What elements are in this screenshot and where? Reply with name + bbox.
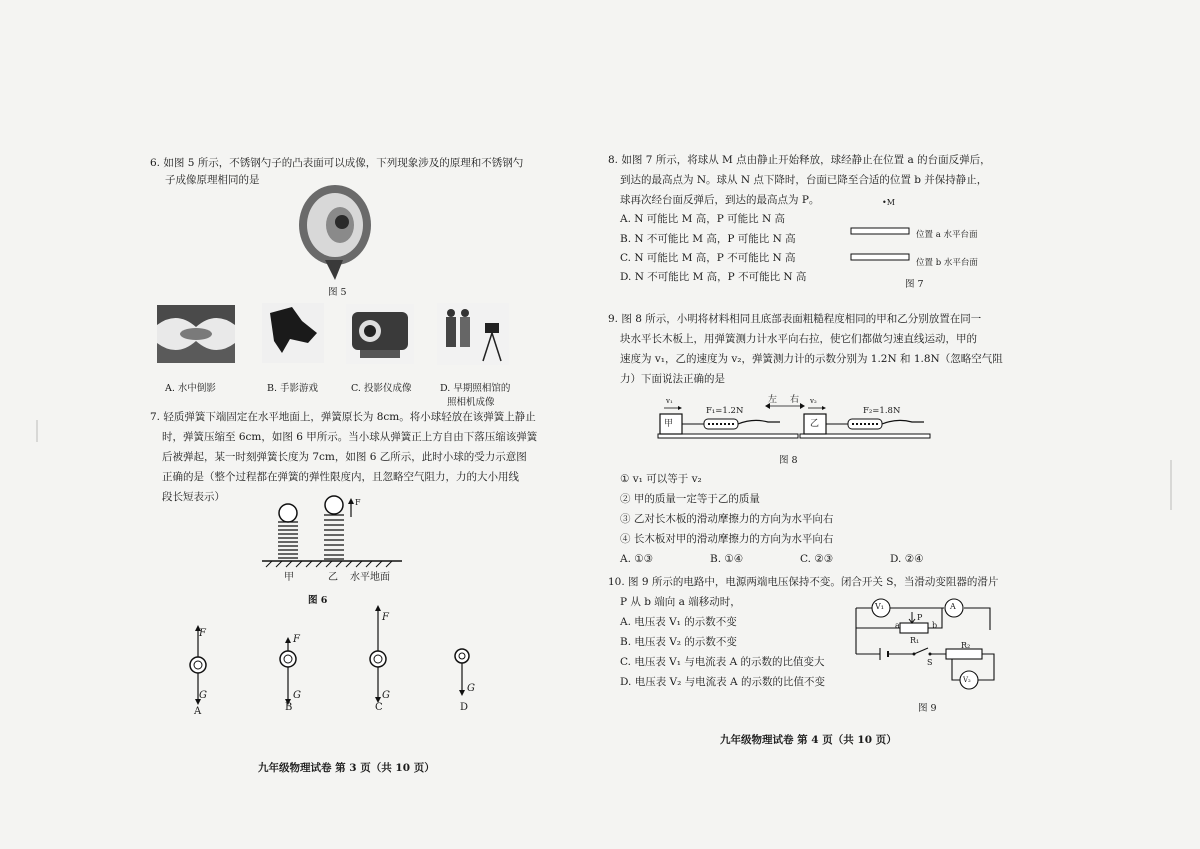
page-3-footer: 九年级物理试卷 第 3 页（共 10 页） xyxy=(258,762,435,774)
q10-option-c: C. 电压表 V₁ 与电流表 A 的示数的比值变大 xyxy=(620,656,825,668)
q7-stem-line2: 时，弹簧压缩至 6cm，如图 6 甲所示。当小球从弹簧正上方自由下落压缩该弹簧 xyxy=(162,431,538,443)
q7-stem-line5: 段长短表示） xyxy=(162,491,225,503)
q8-option-b: B. N 不可能比 M 高，P 可能比 N 高 xyxy=(620,233,796,245)
q7-stem-line4: 正确的是（整个过程都在弹簧的弹性限度内，且忽略空气阻力，力的大小用线 xyxy=(162,471,519,483)
circuit-switch: S xyxy=(927,658,933,667)
q9-statement-1: ① v₁ 可以等于 v₂ xyxy=(620,473,702,485)
option-b-photo xyxy=(262,303,324,363)
circuit-r2: R₂ xyxy=(961,641,971,650)
q7-option-d: D xyxy=(460,702,469,713)
velocity-v2: v₂ xyxy=(810,397,817,405)
spring-label-yi: 乙 xyxy=(328,572,338,583)
q9-option-b: B. ①④ xyxy=(710,553,744,565)
option-a-photo xyxy=(157,305,235,363)
q9-stem-line1: 9. 图 8 所示，小明将材料相同且底部表面粗糙程度相同的甲和乙分别放置在同一 xyxy=(608,313,982,325)
spring-label-jia: 甲 xyxy=(284,572,294,583)
q8-stem-line1: 8. 如图 7 所示，将球从 M 点由静止开始释放，球经静止在位置 a 的台面反弹后， xyxy=(608,154,991,166)
force-f2: F₂=1.8N xyxy=(863,406,901,416)
q10-option-a: A. 电压表 V₁ 的示数不变 xyxy=(620,616,737,628)
figure-9-caption: 图 9 xyxy=(918,703,937,714)
q9-stem-line3: 速度为 v₁，乙的速度为 v₂，弹簧测力计的示数分别为 1.2N 和 1.8N（忽略空气阻 xyxy=(620,353,1003,365)
q8-stem-line3: 球再次经台面反弹后，到达的最高点为 P。 xyxy=(620,194,820,206)
q9-statement-3: ③ 乙对长木板的滑动摩擦力的方向为水平向右 xyxy=(620,513,834,525)
circuit-p: P xyxy=(917,613,923,622)
q7-option-b: B xyxy=(285,702,293,713)
q6-option-d: D. 早期照相馆的 xyxy=(440,383,511,394)
q9-stem-line4: 力）下面说法正确的是 xyxy=(620,373,725,385)
q10-option-b: B. 电压表 V₂ 的示数不变 xyxy=(620,636,737,648)
q6-option-c: C. 投影仪成像 xyxy=(351,383,412,394)
q10-stem-line1: 10. 图 9 所示的电路中，电源两端电压保持不变。闭合开关 S，当滑动变阻器的滑片 xyxy=(608,576,999,588)
fold-mark-left xyxy=(36,420,38,442)
q9-statement-2: ② 甲的质量一定等于乙的质量 xyxy=(620,493,760,505)
figure-8-caption: 图 8 xyxy=(779,455,798,466)
platforms-figure xyxy=(850,226,912,262)
force-d-g: G xyxy=(467,683,475,694)
q10-stem-line2: P 从 b 端向 a 端移动时， xyxy=(620,596,741,608)
figure-6-caption: 图 6 xyxy=(308,595,328,606)
circuit-end-a: a xyxy=(895,621,900,630)
circuit-end-b: b xyxy=(932,621,938,630)
position-b-label: 位置 b 水平台面 xyxy=(916,258,978,268)
point-m: •M xyxy=(882,198,895,207)
option-c-photo xyxy=(346,304,414,364)
direction-right: 右 xyxy=(790,395,800,405)
direction-left: 左 xyxy=(768,395,778,405)
block-jia: 甲 xyxy=(664,419,674,429)
q8-option-a: A. N 可能比 M 高，P 可能比 N 高 xyxy=(620,213,785,225)
figure-5-caption: 图 5 xyxy=(328,287,347,298)
circuit-diagram xyxy=(852,598,997,690)
force-b-f: F xyxy=(293,634,300,645)
velocity-v1: v₁ xyxy=(666,397,673,405)
spoon-figure xyxy=(295,180,375,280)
q9-option-a: A. ①③ xyxy=(620,553,654,565)
circuit-r1: R₁ xyxy=(910,636,920,645)
circuit-v1: V₁ xyxy=(875,602,884,611)
q10-option-d: D. 电压表 V₂ 与电流表 A 的示数的比值不变 xyxy=(620,676,825,688)
force-f1: F₁=1.2N xyxy=(706,406,744,416)
q7-option-a: A xyxy=(194,706,202,717)
q9-option-c: C. ②③ xyxy=(800,553,834,565)
force-c-g: G xyxy=(382,690,390,701)
q7-stem-line1: 7. 轻质弹簧下端固定在水平地面上，弹簧原长为 8cm。将小球轻放在该弹簧上静止 xyxy=(150,411,536,423)
q6-option-d-line2: 照相机成像 xyxy=(447,397,495,408)
q6-stem-line2: 子成像原理相同的是 xyxy=(165,174,260,186)
exam-page-4 xyxy=(600,0,1200,849)
page-4-footer: 九年级物理试卷 第 4 页（共 10 页） xyxy=(720,734,897,746)
q6-option-b: B. 手影游戏 xyxy=(267,383,319,394)
q8-stem-line2: 到达的最高点为 N。球从 N 点下降时，台面已降至合适的位置 b 并保持静止， xyxy=(620,174,988,186)
spring-force-label: F xyxy=(355,498,361,507)
q9-stem-line2: 块水平长木板上，用弹簧测力计水平向右拉，使它们都做匀速直线运动，甲的 xyxy=(620,333,977,345)
circuit-v2: V₂ xyxy=(963,676,971,684)
q8-option-c: C. N 可能比 M 高，P 不可能比 N 高 xyxy=(620,252,796,264)
figure-7-caption: 图 7 xyxy=(905,279,924,290)
q6-option-a: A. 水中倒影 xyxy=(165,383,216,394)
q7-stem-line3: 后被弹起，某一时刻弹簧长度为 7cm，如图 6 乙所示，此时小球的受力示意图 xyxy=(162,451,527,463)
q9-option-d: D. ②④ xyxy=(890,553,924,565)
force-a-f: F xyxy=(199,628,206,639)
q9-statement-4: ④ 长木板对甲的滑动摩擦力的方向为水平向右 xyxy=(620,533,834,545)
circuit-ammeter: A xyxy=(950,602,956,611)
q7-option-c: C xyxy=(375,702,383,713)
block-yi: 乙 xyxy=(810,419,820,429)
position-a-label: 位置 a 水平台面 xyxy=(916,230,978,240)
force-c-f: F xyxy=(382,612,389,623)
springs-figure xyxy=(262,495,402,575)
force-a-g: G xyxy=(199,690,207,701)
q8-option-d: D. N 不可能比 M 高，P 不可能比 N 高 xyxy=(620,271,807,283)
ground-label: 水平地面 xyxy=(350,572,390,583)
q6-stem-line1: 6. 如图 5 所示，不锈钢勺子的凸表面可以成像，下列现象涉及的原理和不锈钢勺 xyxy=(150,157,524,169)
force-b-g: G xyxy=(293,690,301,701)
option-d-photo xyxy=(437,303,509,365)
